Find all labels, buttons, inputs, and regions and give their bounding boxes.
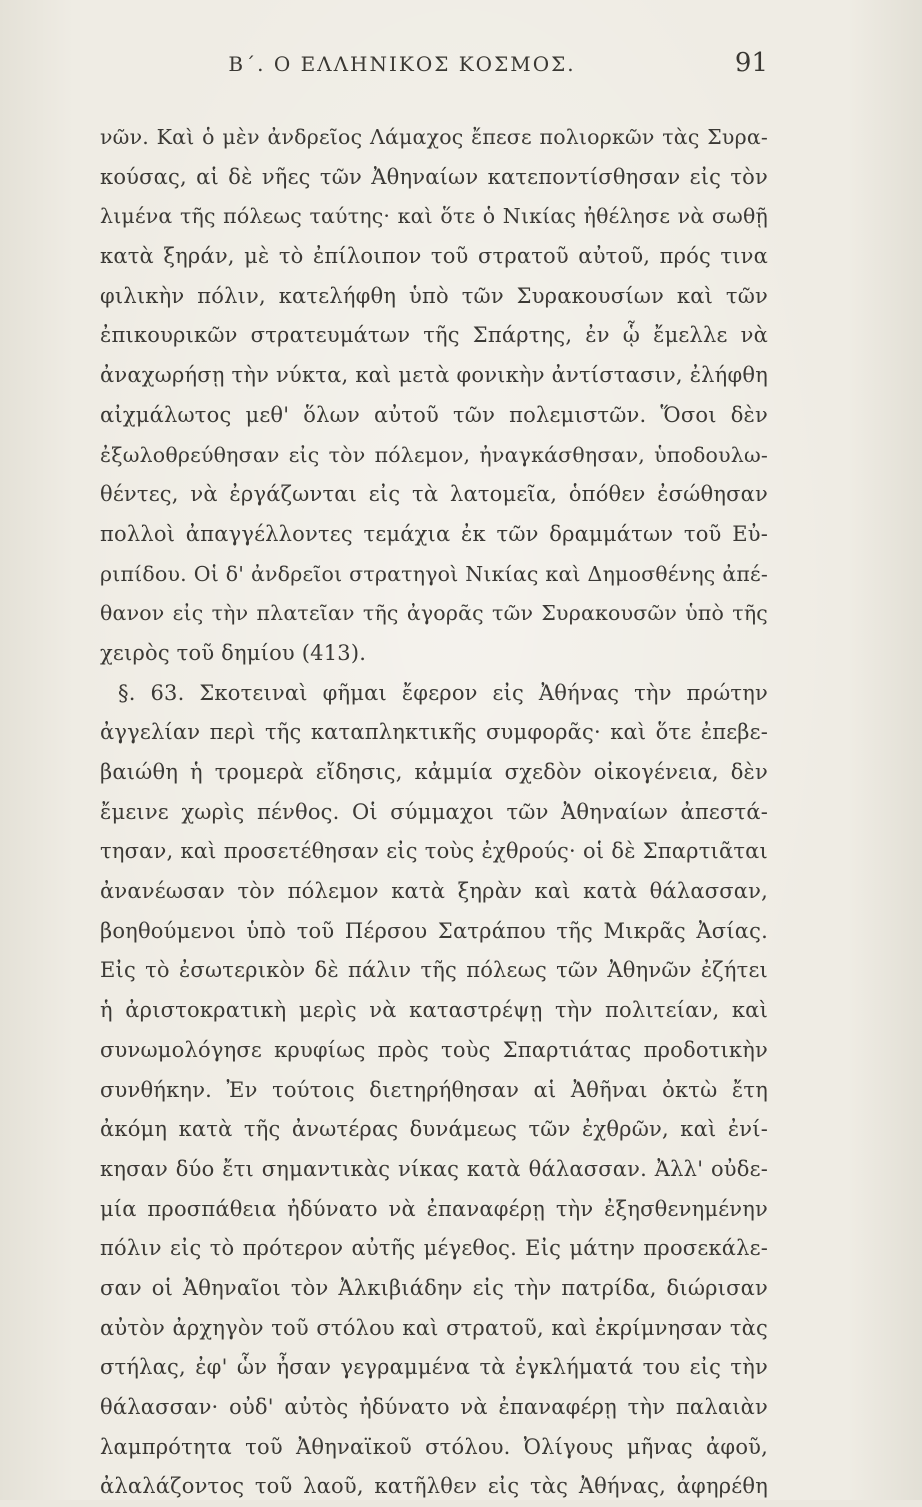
text-line: βοηθούμενοι ὑπὸ τοῦ Πέρσου Σατράπου τῆς Μικρᾶς Ἀσίας.	[100, 918, 768, 943]
text-line: αὐτὸν ἀρχηγὸν τοῦ στόλου καὶ στρατοῦ, καὶ ἐκρίμνησαν τὰς	[100, 1315, 768, 1340]
text-line: ριπίδου. Οἱ δ' ἀνδρεῖοι στρατηγοὶ Νικίας καὶ Δημοσθένης ἀπέ-	[100, 561, 768, 586]
text-line: θανον εἰς τὴν πλατεῖαν τῆς ἀγορᾶς τῶν Συρακουσῶν ὑπὸ τῆς	[100, 601, 768, 626]
text-line: αἰχμάλωτος μεθ' ὅλων αὐτοῦ τῶν πολεμιστῶν. Ὅσοι δὲν	[100, 402, 768, 427]
text-line: κησαν δύο ἔτι σημαντικὰς νίκας κατὰ θάλασσαν. Ἀλλ' οὐδε-	[100, 1156, 768, 1181]
text-line: Εἰς τὸ ἐσωτερικὸν δὲ πάλιν τῆς πόλεως τῶν Ἀθηνῶν ἐζήτει	[100, 958, 768, 983]
text-line: ἐξωλοθρεύθησαν εἰς τὸν πόλεμον, ἠναγκάσθησαν, ὑποδουλω-	[100, 442, 768, 467]
text-line: χειρὸς τοῦ δημίου (413).	[100, 640, 367, 665]
text-line: ἐπικουρικῶν στρατευμάτων τῆς Σπάρτης, ἐν ᾧ ἔμελλε νὰ	[100, 323, 768, 348]
text-line: συνωμολόγησε κρυφίως πρὸς τοὺς Σπαρτιάτας προδοτικὴν	[100, 1037, 768, 1062]
text-line: θέντες, νὰ ἐργάζωνται εἰς τὰ λατομεῖα, ὁπόθεν ἐσώθησαν	[100, 482, 768, 507]
text-line: συνθήκην. Ἐν τούτοις διετηρήθησαν αἱ Ἀθῆναι ὀκτὼ ἔτη	[100, 1077, 768, 1102]
text-line: νῶν. Καὶ ὁ μὲν ἀνδρεῖος Λάμαχος ἔπεσε πολιορκῶν τὰς Συρα-	[100, 125, 768, 149]
text-line: σαν οἱ Ἀθηναῖοι τὸν Ἀλκιβιάδην εἰς τὴν πατρίδα, διώρισαν	[100, 1275, 768, 1300]
page-number: 91	[734, 48, 768, 78]
text-line: ἀγγελίαν περὶ τῆς καταπληκτικῆς συμφορᾶς· καὶ ὅτε ἐπεβε-	[100, 720, 768, 745]
text-line: λαμπρότητα τοῦ Ἀθηναϊκοῦ στόλου. Ὀλίγους μῆνας ἀφοῦ,	[100, 1434, 768, 1459]
text-line: μία προσπάθεια ἠδύνατο νὰ ἐπαναφέρῃ τὴν ἐξησθενημένην	[100, 1196, 768, 1221]
running-head-title: Β΄. Ο ΕΛΛΗΝΙΚΟΣ ΚΟΣΜΟΣ.	[228, 52, 576, 76]
text-line: πολλοὶ ἀπαγγέλλοντες τεμάχια ἐκ τῶν δραμμάτων τοῦ Εὐ-	[100, 521, 768, 546]
text-line: ἀκόμη κατὰ τῆς ἀνωτέρας δυνάμεως τῶν ἐχθρῶν, καὶ ἐνί-	[100, 1117, 768, 1142]
text-line: ἀνανέωσαν τὸν πόλεμον κατὰ ξηρὰν καὶ κατὰ θάλασσαν,	[100, 879, 768, 904]
text-line: λιμένα τῆς πόλεως ταύτης· καὶ ὅτε ὁ Νικίας ἠθέλησε νὰ σωθῇ	[100, 204, 768, 229]
running-head	[96, 48, 768, 86]
text-line: θάλασσαν· οὐδ' αὐτὸς ἠδύνατο νὰ ἐπαναφέρῃ τὴν παλαιὰν	[100, 1395, 768, 1419]
text-line: ἀλαλάζοντος τοῦ λαοῦ, κατῆλθεν εἰς τὰς Ἀθήνας, ἀφηρέθη	[100, 1474, 768, 1499]
text-line: τησαν, καὶ προσετέθησαν εἰς τοὺς ἐχθρούς· οἱ δὲ Σπαρτιᾶται	[100, 839, 768, 864]
body-text	[100, 118, 768, 1507]
text-line: ἡ ἀριστοκρατικὴ μερὶς νὰ καταστρέψῃ τὴν πολιτείαν, καὶ	[100, 998, 768, 1023]
text-line: ἔμεινε χωρὶς πένθος. Οἱ σύμμαχοι τῶν Ἀθηναίων ἀπεστά-	[100, 799, 768, 824]
text-line: φιλικὴν πόλιν, κατελήφθη ὑπὸ τῶν Συρακουσίων καὶ τῶν	[100, 283, 768, 308]
text-line: κατὰ ξηράν, μὲ τὸ ἐπίλοιπον τοῦ στρατοῦ αὐτοῦ, πρός τινα	[100, 244, 768, 269]
text-line: πόλιν εἰς τὸ πρότερον αὐτῆς μέγεθος. Εἰς μάτην προσεκάλε-	[100, 1236, 768, 1261]
text-line: ἀναχωρήσῃ τὴν νύκτα, καὶ μετὰ φονικὴν ἀντίστασιν, ἐλήφθη	[100, 363, 768, 388]
text-line: κούσας, αἱ δὲ νῆες τῶν Ἀθηναίων κατεποντίσθησαν εἰς τὸν	[100, 164, 768, 189]
text-line: στήλας, ἐφ' ὧν ἦσαν γεγραμμένα τὰ ἐγκλήματά του εἰς τὴν	[100, 1355, 768, 1380]
text-line: βαιώθη ἡ τρομερὰ εἴδησις, κἀμμία σχεδὸν οἰκογένεια, δὲν	[100, 760, 768, 784]
section-heading-line: §. 63. Σκοτειναὶ φῆμαι ἔφερον εἰς Ἀθήνας τὴν πρώτην	[118, 680, 768, 705]
